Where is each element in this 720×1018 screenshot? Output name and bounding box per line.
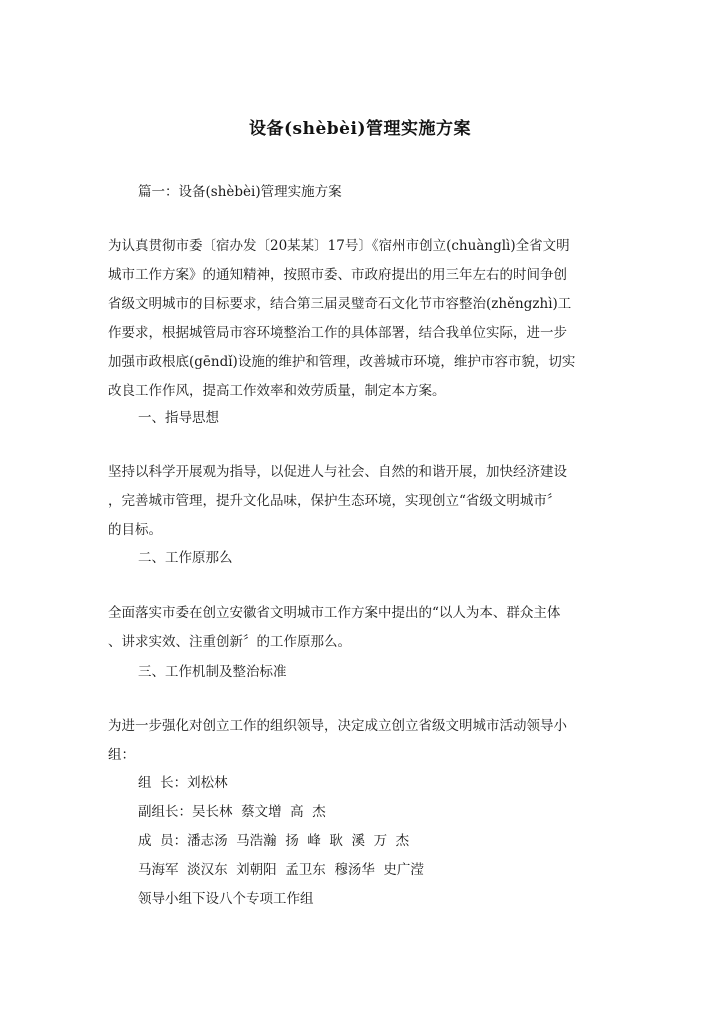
intro-line-4: 作要求，根据城管局市容环境整治工作的具体部署，结合我单位实际，进一步 — [108, 325, 567, 341]
member-line-members-cont: 马海军 淡汉东 刘朝阳 孟卫东 穆汤华 史广滢 — [138, 862, 424, 878]
intro-line-1: 为认真贯彻市委〔宿办发〔20某某〕17号〕《宿州市创立(chuànglì)全省文明 — [108, 238, 570, 254]
section2-line-2: 、讲求实效、注重创新〞的工作原那么。 — [108, 634, 351, 650]
section1-line-3: 的目标。 — [108, 522, 162, 538]
document-title: 设备(shèbèi)管理实施方案 — [249, 119, 471, 139]
member-line-leader: 组 长：刘松林 — [138, 775, 228, 791]
intro-line-5: 加强市政根底(gēndǐ)设施的维护和管理，改善城市环境，维护市容市貌，切实 — [108, 354, 576, 370]
section3-line-1: 为进一步强化对创立工作的组织领导，决定成立创立省级文明城市活动领导小 — [108, 718, 567, 734]
section-heading-3: 三、工作机制及整治标准 — [138, 664, 287, 680]
section1-line-2: ，完善城市管理，提升文化品味，保护生态环境，实现创立“省级文明城市〞 — [108, 493, 561, 509]
document-subtitle: 篇一：设备(shèbèi)管理实施方案 — [138, 184, 342, 200]
section1-line-1: 坚持以科学开展观为指导，以促进人与社会、自然的和谐开展，加快经济建设 — [108, 464, 567, 480]
section3-line-2: 组： — [108, 747, 135, 763]
intro-line-3: 省级文明城市的目标要求，结合第三届灵璧奇石文化节市容整治(zhěngzhì)工 — [108, 296, 572, 312]
section-heading-2: 二、工作原那么 — [138, 550, 233, 566]
section-heading-1: 一、指导思想 — [138, 410, 219, 426]
intro-line-2: 城市工作方案》的通知精神，按照市委、市政府提出的用三年左右的时间争创 — [108, 267, 567, 283]
intro-line-6: 改良工作作风，提高工作效率和效劳质量，制定本方案。 — [108, 383, 446, 399]
member-line-members: 成 员：潘志汤 马浩瀚 扬 峰 耿 溪 万 杰 — [138, 833, 410, 849]
member-line-workgroups: 领导小组下设八个专项工作组 — [138, 891, 314, 907]
section2-line-1: 全面落实市委在创立安徽省文明城市工作方案中提出的“以人为本、群众主体 — [108, 605, 561, 621]
member-line-deputy: 副组长：吴长林 蔡文增 高 杰 — [138, 804, 326, 820]
